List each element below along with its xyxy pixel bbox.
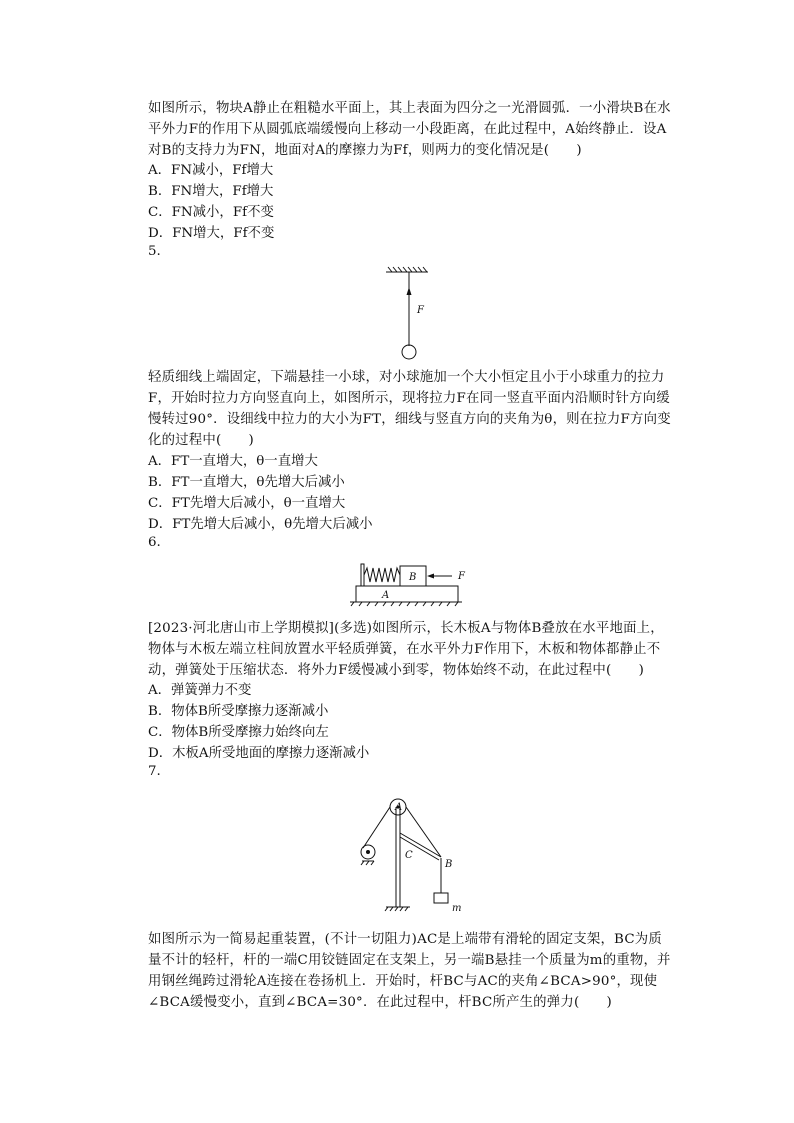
label-a: A bbox=[382, 590, 390, 601]
ball bbox=[402, 345, 416, 359]
q5-option-b: B．FT一直增大，θ先增大后减小 bbox=[148, 475, 345, 490]
q5-number: 5. bbox=[148, 244, 161, 259]
ground-hatch bbox=[351, 602, 458, 606]
post bbox=[361, 564, 364, 586]
q6-option-a: A．弹簧弹力不变 bbox=[148, 683, 252, 698]
q7-crane-figure bbox=[348, 795, 478, 917]
q6-option-d: D．木板A所受地面的摩擦力逐渐减小 bbox=[148, 746, 370, 761]
arrow-head bbox=[407, 287, 412, 295]
label-a: A bbox=[395, 802, 403, 813]
q6-option-c: C．物体B所受摩擦力始终向左 bbox=[148, 725, 329, 740]
q6-stem: [2023·河北唐山市上学期模拟](多选)如图所示，长木板A与物体B叠放在水平地面上，物体与木板左端立柱间放置水平轻质弹簧，在水平外力F作用下，木板和物体都静止不动，弹簧处于压缩状态．将外力F缓慢减小到零，物体始终不动，在此过程中( ) bbox=[148, 621, 664, 678]
label-b: B bbox=[409, 572, 417, 583]
winch-hatch bbox=[361, 861, 374, 865]
label-f: F bbox=[417, 305, 424, 316]
q4-option-b: B．FN增大，Ff增大 bbox=[148, 184, 274, 199]
q4-option-d: D．FN增大，Ff不变 bbox=[148, 226, 275, 241]
ceiling-hatch bbox=[388, 267, 427, 272]
board-a bbox=[356, 586, 458, 602]
rope-to-winch bbox=[363, 807, 390, 848]
q5-stem: 轻质细线上端固定，下端悬挂一小球，对小球施加一个大小恒定且小于小球重力的拉力F，开始时拉力方向竖直向上，如图所示，现将拉力F在同一竖直平面内沿顺时针方向缓慢转过90°．设细线中拉力的大小为FT，细线与竖直方向的夹角为θ，则在拉力F方向变化的过程中( ) bbox=[148, 370, 671, 448]
weight-m bbox=[434, 893, 448, 903]
spring bbox=[364, 568, 400, 582]
q4-stem: 如图所示，物块A静止在粗糙水平面上，其上表面为四分之一光滑圆弧．一小滑块B在水平外力F的作用下从圆弧底端缓慢向上移动一小段距离，在此过程中，A始终静止．设A对B的支持力为FN，地面对A的摩擦力为Ff，则两力的变化情况是( ) bbox=[148, 101, 671, 158]
q5-option-a: A．FT一直增大，θ一直增大 bbox=[148, 454, 318, 469]
q7-stem: 如图所示为一简易起重装置，(不计一切阻力)AC是上端带有滑轮的固定支架，BC为质量不计的轻杆，杆的一端C用铰链固定在支架上，另一端B悬挂一个质量为m的重物，并用钢丝绳跨过滑轮A连接在卷扬机上．开始时，杆BC与AC的夹角∠BCA>90°，现使∠BCA缓慢变小，直到∠BCA=30°．在此过程中，杆BC所产生的弹力( ) bbox=[148, 932, 671, 1010]
label-b: B bbox=[445, 859, 453, 870]
ground-hatch bbox=[385, 907, 408, 911]
q6-number: 6. bbox=[148, 535, 161, 550]
q4-option-a: A．FN减小，Ff增大 bbox=[148, 163, 274, 178]
label-c: C bbox=[405, 850, 413, 861]
label-m: m bbox=[452, 903, 462, 914]
q7-number: 7. bbox=[148, 764, 161, 779]
winch-hub bbox=[366, 850, 370, 854]
q4-option-c: C．FN减小，Ff不变 bbox=[148, 205, 274, 220]
q6-spring-block-figure bbox=[348, 560, 468, 606]
q6-option-b: B．物体B所受摩擦力逐渐减小 bbox=[148, 704, 329, 719]
q5-pendulum-figure bbox=[380, 266, 440, 366]
q5-option-d: D．FT先增大后减小，θ先增大后减小 bbox=[148, 517, 373, 532]
q5-option-c: C．FT先增大后减小，θ一直增大 bbox=[148, 496, 346, 511]
label-f: F bbox=[458, 571, 465, 582]
arrow-head bbox=[427, 574, 434, 579]
